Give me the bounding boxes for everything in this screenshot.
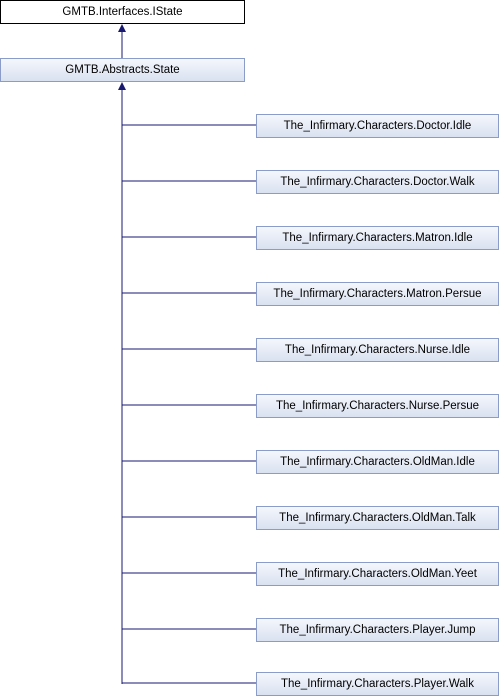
derived-class-node-oldman-yeet[interactable] (256, 562, 499, 586)
interface-istate-label: GMTB.Interfaces.IState (62, 6, 183, 18)
derived-class-node-player-walk[interactable] (256, 672, 499, 696)
arrowhead-base (118, 82, 126, 90)
derived-class-label: The_Infirmary.Characters.Matron.Idle (282, 232, 473, 244)
derived-class-label: The_Infirmary.Characters.Doctor.Walk (280, 176, 475, 188)
derived-class-label: The_Infirmary.Characters.Player.Walk (280, 678, 474, 690)
interface-istate-node[interactable] (0, 0, 245, 24)
derived-class-node-matron-idle[interactable] (256, 226, 499, 250)
derived-class-node-doctor-idle[interactable] (256, 114, 499, 138)
derived-class-node-nurse-persue[interactable] (256, 394, 499, 418)
derived-class-label: The_Infirmary.Characters.OldMan.Yeet (278, 568, 477, 580)
base-state-node[interactable] (0, 58, 245, 82)
edge-branches (122, 125, 256, 683)
derived-class-node-nurse-idle[interactable] (256, 338, 499, 362)
derived-class-node-matron-persue[interactable] (256, 282, 499, 306)
derived-class-label: The_Infirmary.Characters.OldMan.Talk (279, 512, 476, 524)
arrowhead-interface (118, 24, 126, 32)
derived-class-label: The_Infirmary.Characters.Nurse.Persue (275, 400, 480, 412)
derived-class-node-player-jump[interactable] (256, 618, 499, 642)
derived-class-node-oldman-idle[interactable] (256, 450, 499, 474)
derived-class-label: The_Infirmary.Characters.Player.Jump (279, 624, 476, 636)
derived-class-label: The_Infirmary.Characters.Matron.Persue (273, 288, 482, 300)
base-state-label: GMTB.Abstracts.State (65, 64, 180, 76)
derived-class-label: The_Infirmary.Characters.Nurse.Idle (284, 344, 471, 356)
derived-class-label: The_Infirmary.Characters.Doctor.Idle (283, 120, 472, 132)
derived-class-node-doctor-walk[interactable] (256, 170, 499, 194)
derived-class-label: The_Infirmary.Characters.OldMan.Idle (280, 456, 475, 468)
derived-class-node-oldman-talk[interactable] (256, 506, 499, 530)
